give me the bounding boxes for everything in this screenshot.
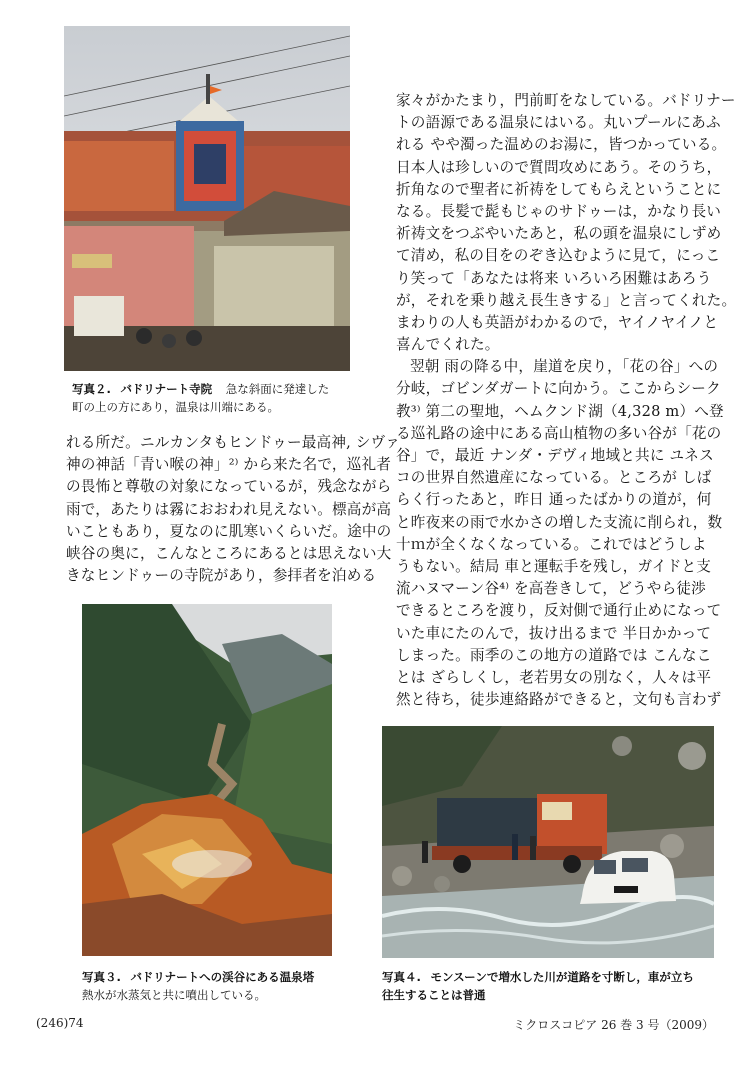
text-line: いた車にたのんで，抜け出るまで 半日かかって: [396, 624, 712, 642]
caption-title: バドリナート寺院: [120, 382, 213, 396]
caption-photo-4: [382, 968, 694, 1004]
text-line: とは ざらしくし，老若男女の別なく，人々は平: [396, 668, 712, 686]
text-line: 喜んでくれた。: [396, 336, 500, 354]
caption-photo-2: [72, 380, 329, 416]
text-line: トの語源である温泉にはいる。丸いプールにあふ: [396, 114, 721, 132]
caption-desc-2: 町の上の方にあり，温泉は川端にある。: [72, 400, 279, 414]
left-column-text: [66, 432, 401, 587]
caption-label: 写真３.: [82, 970, 121, 984]
text-line: れる やや濁った温めのお湯に，皆つかっている。: [396, 136, 727, 154]
text-line: 分岐，ゴビンダガートに向かう。ここからシーク: [396, 380, 721, 398]
text-line: が，それを乗り越え長生きする」と言ってくれた。: [396, 291, 737, 309]
caption-title: モンスーンで増水した川が道路を寸断し，車が立ち: [430, 970, 694, 984]
text-line: コの世界自然遺産になっている。ところが しば: [396, 469, 712, 487]
caption-label: 写真２.: [72, 382, 111, 396]
text-line: 祈祷文をつぶやいたあと，私の頭を温泉にしずめ: [396, 225, 722, 243]
text-line: 流ハヌマーン谷⁴⁾ を高巻きして，どうやら徒渉: [396, 580, 706, 598]
page-number: (246)74: [36, 1016, 84, 1030]
text-line: 然と待ち，徒歩連絡路ができると，文句も言わず: [396, 691, 722, 709]
text-line: 日本人は珍しいので質問攻めにあう。そのうち，: [396, 158, 722, 176]
caption-desc: 急な斜面に発達した: [225, 382, 330, 396]
text-line: 谷」で，最近 ナンダ・デヴィ地域と共に ユネス: [396, 447, 714, 464]
text-line: れる所だ。ニルカンタもヒンドゥー最高神, シヴァ: [66, 434, 401, 451]
photo-badrinath-temple: [64, 26, 350, 371]
text-line: しまった。雨季のこの地方の道路では こんなこ: [396, 646, 712, 664]
text-line: 神の神話「青い喉の神」²⁾ から来た名で，巡礼者: [66, 456, 392, 474]
text-line: 教³⁾ 第二の聖地，ヘムクンド湖（4,328 m）へ登: [396, 402, 724, 420]
caption-photo-3: [82, 968, 314, 1004]
right-column-text: [396, 90, 737, 711]
text-line: 十ｍが全くなくなっている。これではどうしよ: [396, 535, 707, 553]
text-line: の畏怖と尊敬の対象になっているが，残念ながら: [66, 478, 392, 496]
text-line: 折角なので聖者に祈祷をしてもらえということに: [396, 180, 722, 198]
caption-desc: 熱水が水蒸気と共に噴出している。: [82, 988, 266, 1002]
text-line: 雨で，あたりは霧におおわれ見えない。標高が高: [66, 500, 392, 518]
caption-title: バドリナートへの渓谷にある温泉塔: [130, 970, 315, 984]
text-line: る巡礼路の途中にある高山植物の多い谷が「花の: [396, 424, 722, 442]
text-line: 峡谷の奥に，こんなところにあるとは思えない大: [66, 544, 392, 562]
caption-title-2: 往生することは普通: [382, 988, 486, 1002]
photo-hot-spring-tower: [82, 604, 332, 956]
text-line: り笑って「あなたは将来 いろいろ困難はあろう: [396, 269, 712, 287]
caption-label: 写真４.: [382, 970, 421, 984]
text-line: 翌朝 雨の降る中，崖道を戻り，「花の谷」への: [410, 358, 719, 376]
text-line: まわりの人も英語がわかるので，ヤイノヤイノと: [396, 313, 719, 331]
text-line: きなヒンドゥーの寺院があり，参拝者を泊める: [66, 567, 377, 585]
journal-citation: ミクロスコピア 26 巻 3 号（2009）: [513, 1018, 714, 1032]
photo-flooded-road: [382, 726, 714, 958]
text-line: と昨夜来の雨で水かさの増した支流に削られ，数: [396, 513, 723, 531]
text-line: 家々がかたまり，門前町をなしている。バドリナー: [396, 92, 736, 109]
text-line: なる。長髪で髭もじゃのサドゥーは，かなり長い: [396, 202, 722, 220]
text-line: らく行ったあと，昨日 通ったばかりの道が，何: [396, 491, 712, 509]
text-line: できるところを渡り，反対側で通行止めになって: [396, 602, 722, 620]
text-line: うもない。結局 車と運転手を残し，ガイドと支: [396, 557, 712, 575]
text-line: て清め，私の目をのぞき込むように見て，にっこ: [396, 247, 721, 265]
text-line: いこともあり，夏なのに肌寒いくらいだ。途中の: [66, 522, 392, 540]
